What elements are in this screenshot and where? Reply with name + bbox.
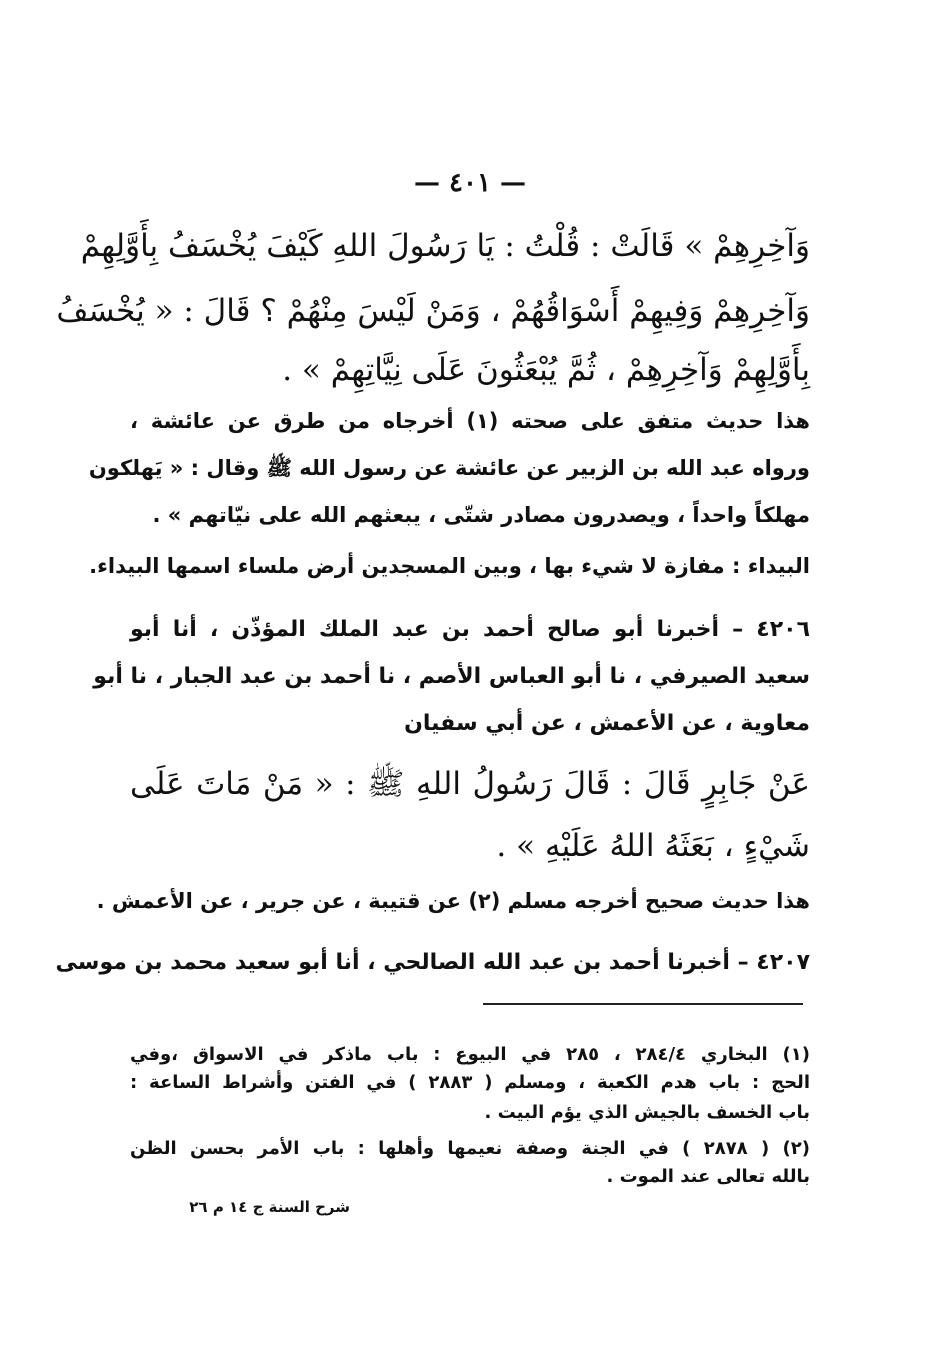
quote-line: وَآخِرِهِمْ » قَالَتْ : قُلْتُ : يَا رَسُولَ اللهِ كَيْفَ يُخْسَفُ بِأَوَّلِهِمْ: [80, 228, 810, 264]
footnote-line: باب الخسف بالجيش الذي يؤم البيت .: [484, 1102, 810, 1123]
quote-line: وَآخِرِهِمْ وَفِيهِمْ أَسْوَاقُهُمْ ، وَمَنْ لَيْسَ مِنْهُمْ ؟ قَالَ : « يُخْسَفُ: [56, 293, 810, 329]
page-signature: شرح السنة ج ١٤ م ٢٦: [189, 1198, 350, 1216]
hadith-chain-line: سعيد الصيرفي ، نا أبو العباس الأصم ، نا أحمد بن عبد الجبار ، نا أبو: [93, 664, 810, 689]
footnote-line: (٢) ( ٢٨٧٨ ) في الجنة وصفة نعيمها وأهلها : باب الأمر بحسن الظن: [130, 1138, 810, 1159]
footnote-line: بالله تعالى عند الموت .: [606, 1166, 810, 1187]
quote-line: بِأَوَّلِهِمْ وَآخِرِهِمْ ، ثُمَّ يُبْعَثُونَ عَلَى نِيَّاتِهِمْ » .: [282, 352, 810, 388]
commentary-line: مهلكاً واحداً ، ويصدرون مصادر شتّى ، يبعثهم الله على نيّاتهم » .: [152, 503, 810, 527]
vocabulary-note: البيداء : مفازة لا شيء بها ، وبين المسجدين أرض ملساء اسمها البيداء.: [89, 554, 810, 578]
footnote-divider: [483, 1003, 803, 1005]
commentary-line: هذا حديث صحيح أخرجه مسلم (٢) عن قتيبة ، عن جرير ، عن الأعمش .: [96, 889, 810, 913]
hadith-chain-line: ٤٢٠٧ – أخبرنا أحمد بن عبد الله الصالحي ، أنا أبو سعيد محمد بن موسى: [55, 950, 810, 975]
quote-line: شَيْءٍ ، بَعَثَهُ اللهُ عَلَيْهِ » .: [496, 828, 810, 864]
hadith-chain-line: معاوية ، عن الأعمش ، عن أبي سفيان: [404, 711, 810, 736]
commentary-line: هذا حديث متفق على صحته (١) أخرجاه من طرق عن عائشة ،: [130, 409, 810, 433]
hadith-chain-line: ٤٢٠٦ – أخبرنا أبو صالح أحمد بن عبد الملك المؤذّن ، أنا أبو: [130, 617, 810, 642]
footnote-line: (١) البخاري ٢٨٤/٤ ، ٢٨٥ في البيوع : باب ماذكر في الاسواق ،وفي: [130, 1044, 810, 1065]
footnote-line: الحج : باب هدم الكعبة ، ومسلم ( ٢٨٨٣ ) في الفتن وأشراط الساعة :: [130, 1072, 810, 1093]
page-number: — ٤٠١ —: [413, 168, 527, 198]
quote-line: عَنْ جَابِرٍ قَالَ : قَالَ رَسُولُ اللهِ ﷺ : « مَنْ مَاتَ عَلَى: [130, 766, 810, 802]
commentary-line: ورواه عبد الله بن الزبير عن عائشة عن رسول الله ﷺ وقال : « يَهلكون: [88, 456, 810, 480]
